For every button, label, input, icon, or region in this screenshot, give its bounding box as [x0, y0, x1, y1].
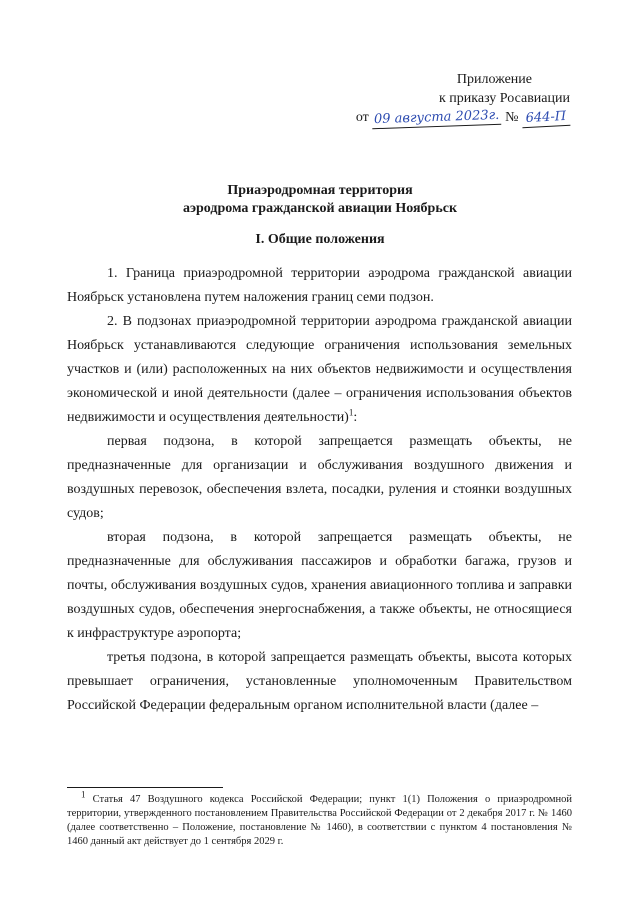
handwritten-order-number: 644-П — [522, 109, 571, 128]
paragraph-2-text: 2. В подзонах приаэродромной территории аэродрома гражданской авиации Ноябрьск устанавливаются следующие ограничения использования земельных участков и (или) расположенных на них объектов недвижимости и осуществления экономической и иной деятельности (далее – ограничения использования объектов недвижимости и осуществления деятельности) — [67, 314, 572, 425]
footnote-marker: 1 — [81, 789, 86, 800]
footnote — [67, 789, 572, 849]
paragraph-2-end: : — [353, 410, 358, 425]
order-reference: к приказу Росавиации — [438, 91, 570, 106]
document-body — [67, 262, 572, 718]
handwritten-date: 09 августа 2023г. — [372, 108, 502, 130]
appendix-label: Приложение — [456, 72, 532, 87]
number-sign: № — [505, 110, 519, 125]
paragraph-2 — [67, 310, 572, 430]
title-line-1: Приаэродромная территория — [227, 183, 413, 198]
paragraph-third-subzone: третья подзона, в которой запрещается размещать объекты, высота которых превышает ограничения, установленные уполномоченным Правительством Российской Федерации федеральным органом исполнительной власти (далее – — [67, 650, 572, 713]
order-date-number — [356, 108, 570, 127]
paragraph-1: 1. Граница приаэродромной территории аэродрома гражданской авиации Ноябрьск установлена путем наложения границ семи подзон. — [67, 266, 572, 305]
appendix-header — [356, 70, 570, 127]
paragraph-second-subzone: вторая подзона, в которой запрещается размещать объекты, не предназначенные для обслуживания пассажиров и обработки багажа, грузов и почты, обслуживания воздушных судов, хранения авиационного топлива и заправки воздушных судов, обеспечения энергоснабжения, а также объекты, не относящиеся к инфраструктуре аэропорта; — [67, 530, 572, 641]
from-prefix: от — [355, 110, 369, 125]
paragraph-first-subzone: первая подзона, в которой запрещается размещать объекты, не предназначенные для организации и обслуживания воздушного движения и воздушных перевозок, обеспечения взлета, посадки, руления и стоянки воздушных судов; — [67, 434, 572, 521]
footnote-separator — [67, 787, 223, 788]
document-title — [60, 182, 580, 218]
section-heading: I. Общие положения — [255, 232, 385, 247]
title-line-2: аэродрома гражданской авиации Ноябрьск — [182, 201, 458, 216]
footnote-reference[interactable]: 1 — [348, 407, 354, 418]
footnote-text: Статья 47 Воздушного кодекса Российской Федерации; пункт 1(1) Положения о приаэродромной территории, утвержденного постановлением Правительства Российской Федерации от 2 декабря 2017 г. № 1460 (далее соответственно – Положение, постановление № 1460), в соответствии с пунктом 4 постановления № 1460 данный акт действует до 1 сентября 2029 г. — [67, 794, 572, 847]
